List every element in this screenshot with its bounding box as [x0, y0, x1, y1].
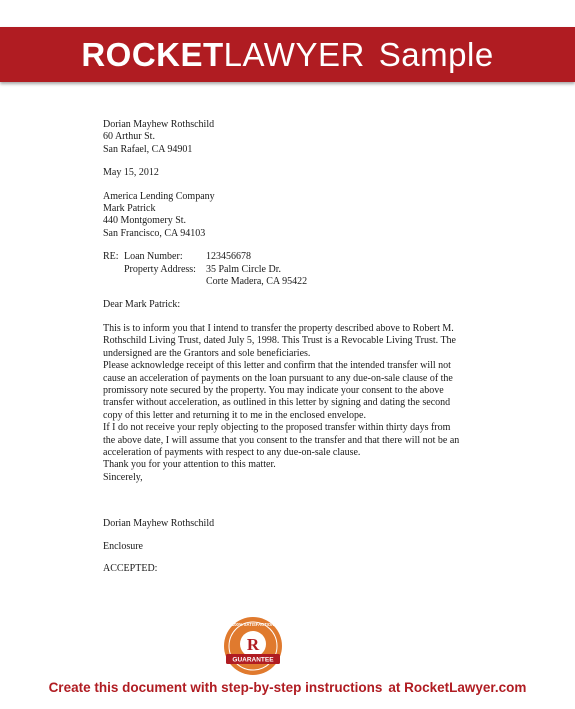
brand-lawyer: LAWYER [223, 35, 365, 73]
footer-cta [0, 680, 575, 695]
brand-rocket: ROCKET [81, 35, 224, 73]
salutation: Dear Mark Patrick: [103, 299, 181, 311]
recipient-address [103, 191, 463, 241]
sender-street: 60 Arthur St. [103, 131, 155, 143]
sender-name: Dorian Mayhew Rothschild [103, 119, 215, 130]
satisfaction-guarantee-seal-icon [222, 615, 284, 677]
seal-band-text: GUARANTEE [232, 656, 274, 664]
footer-site-link[interactable]: at RocketLawyer.com [388, 680, 527, 695]
sample-banner [0, 27, 575, 82]
letter-date: May 15, 2012 [103, 167, 159, 179]
recipient-city: San Francisco, CA 94103 [103, 227, 206, 239]
signature-name: Dorian Mayhew Rothschild [103, 518, 215, 530]
property-address-label: Property Address: [124, 263, 196, 275]
re-block [103, 251, 463, 288]
recipient-street: 440 Montgomery St. [103, 215, 187, 227]
enclosure: Enclosure [103, 540, 143, 552]
property-address-line1: 35 Palm Circle Dr. [206, 263, 281, 275]
paragraph-acknowledge: Please acknowledge receipt of this letter and confirm that the intended transfer will not cause an acceleration of payments on the loan pursuant to any due-on-sale clause of the promissory note secured by the property. You may indicate your consent to the above transfer without acceleration, as outlined in this letter by signing and dating the second copy of this letter and returning it to me in the enclosed envelope. [103, 360, 453, 421]
letter-body [103, 119, 463, 575]
seal-letter: R [246, 635, 260, 654]
loan-number-value: 123456678 [206, 251, 251, 263]
sender-city: San Rafael, CA 94901 [103, 143, 193, 155]
paragraph-consent: If I do not receive your reply objecting to the proposed transfer within thirty days from the above date, I will assume that you consent to the transfer and that there will not be an acceleration of payments with respect to any due-on-sale clause. [103, 422, 460, 458]
property-address-line2: Corte Madera, CA 95422 [206, 276, 308, 288]
recipient-name: Mark Patrick [103, 203, 156, 215]
loan-number-label: Loan Number: [124, 251, 183, 263]
recipient-company: America Lending Company [103, 190, 215, 202]
paragraph-intent: This is to inform you that I intend to transfer the property described above to Robert M. Rothschild Living Trust, dated July 5, 1998. This Trust is a Revocable Living Trust. The undersigned are the Grantors and sole beneficiaries. [103, 322, 456, 359]
closing: Sincerely, [103, 471, 143, 483]
footer-lead-text: Create this document with step-by-step instructions [48, 680, 383, 695]
sender-address [103, 119, 463, 156]
sample-label: Sample [378, 35, 494, 73]
seal-top-text: 100% SATISFACTION [231, 622, 275, 627]
paragraph-thanks: Thank you for your attention to this matter. [103, 459, 276, 471]
accepted-label: ACCEPTED: [103, 562, 158, 574]
re-label: RE: [103, 251, 119, 263]
